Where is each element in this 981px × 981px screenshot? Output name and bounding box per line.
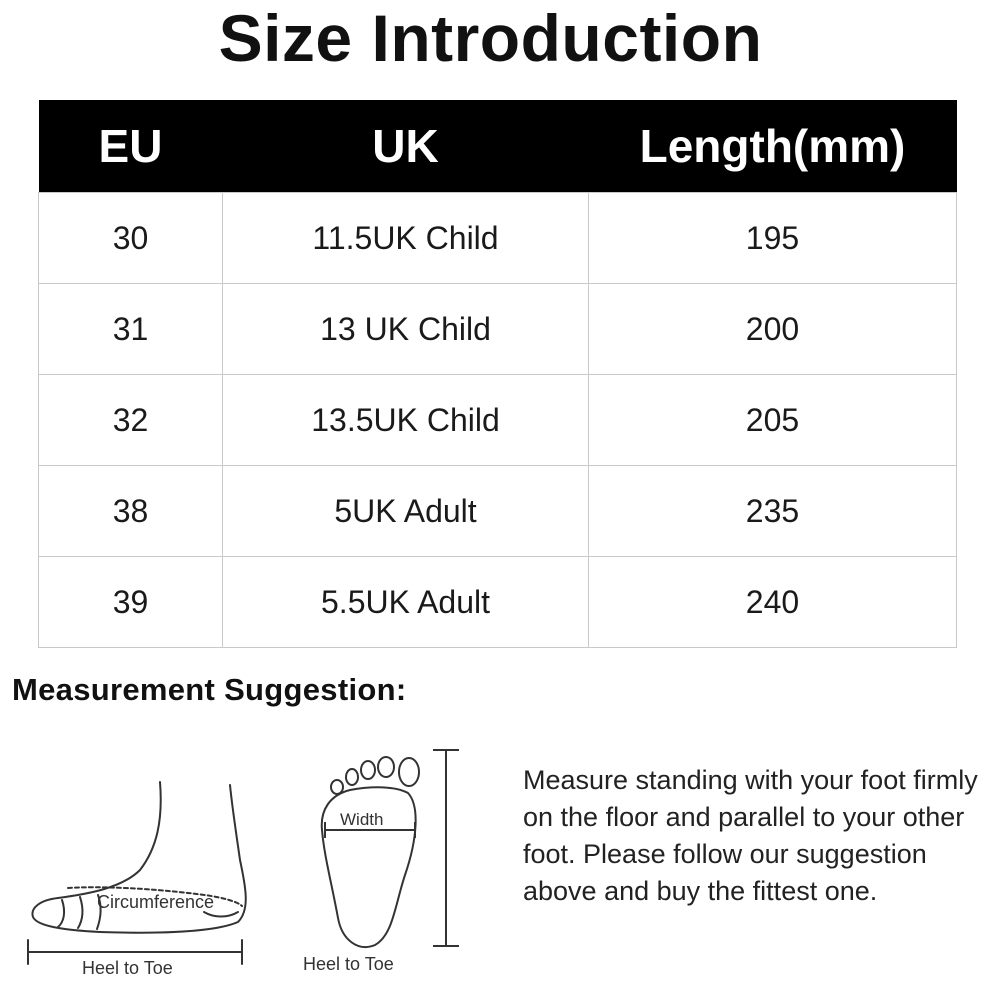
cell-uk: 5.5UK Adult bbox=[223, 557, 589, 648]
cell-uk: 13 UK Child bbox=[223, 284, 589, 375]
table-row bbox=[39, 284, 957, 375]
table-row bbox=[39, 375, 957, 466]
sole-length-label: Heel to Toe bbox=[303, 954, 394, 974]
circumference-label: Circumference bbox=[97, 892, 215, 912]
foot-measurement-illustration bbox=[0, 735, 500, 981]
measurement-advice: Measure standing with your foot firmly on the floor and parallel to your other foot. Please follow our suggestion above and buy the fittest one. bbox=[523, 765, 978, 906]
header-uk: UK bbox=[223, 100, 589, 193]
cell-eu: 38 bbox=[39, 466, 223, 557]
header-eu: EU bbox=[39, 100, 223, 193]
foot-side-view-icon bbox=[28, 782, 246, 964]
cell-eu: 32 bbox=[39, 375, 223, 466]
table-row bbox=[39, 466, 957, 557]
width-label: Width bbox=[340, 810, 384, 829]
cell-eu: 39 bbox=[39, 557, 223, 648]
table-header-row bbox=[39, 100, 957, 193]
cell-length: 235 bbox=[589, 466, 957, 557]
cell-length: 205 bbox=[589, 375, 957, 466]
cell-length: 240 bbox=[589, 557, 957, 648]
header-length: Length(mm) bbox=[589, 100, 957, 193]
cell-uk: 11.5UK Child bbox=[223, 193, 589, 284]
table-row bbox=[39, 193, 957, 284]
cell-length: 200 bbox=[589, 284, 957, 375]
table-row bbox=[39, 557, 957, 648]
measurement-heading: Measurement Suggestion: bbox=[12, 672, 407, 707]
cell-length: 195 bbox=[589, 193, 957, 284]
foot-sole-view-icon bbox=[322, 750, 459, 947]
size-table bbox=[38, 100, 957, 648]
cell-eu: 31 bbox=[39, 284, 223, 375]
page-title: Size Introduction bbox=[218, 1, 763, 75]
cell-uk: 13.5UK Child bbox=[223, 375, 589, 466]
side-length-label: Heel to Toe bbox=[82, 958, 173, 978]
cell-uk: 5UK Adult bbox=[223, 466, 589, 557]
cell-eu: 30 bbox=[39, 193, 223, 284]
